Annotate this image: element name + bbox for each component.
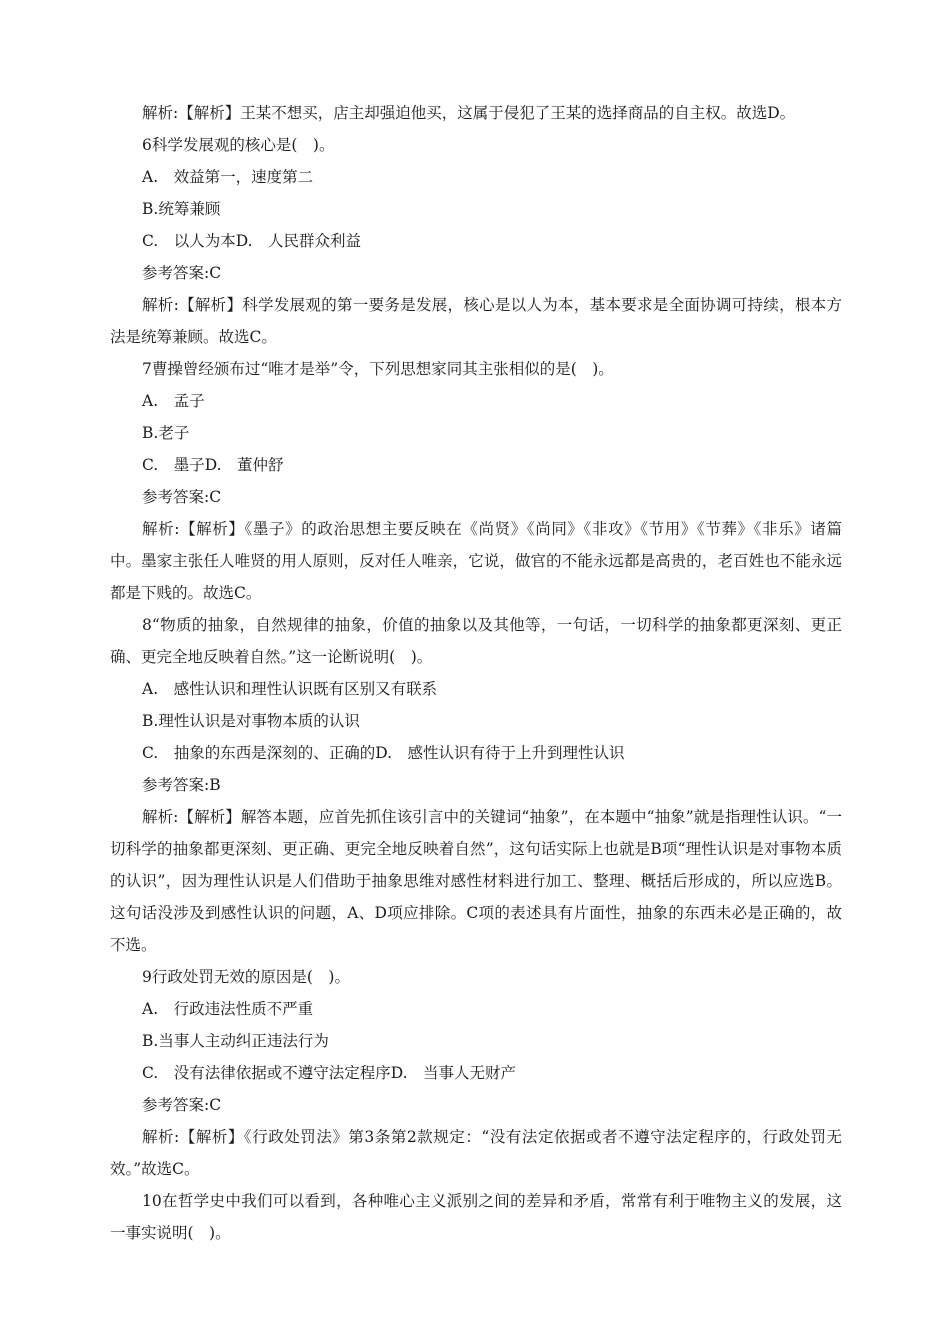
option-a: A. 孟子 (142, 392, 205, 410)
option-a: A. 效益第一，速度第二 (142, 168, 314, 186)
answer: 参考答案:C (142, 488, 222, 506)
answer: 参考答案:B (142, 776, 221, 794)
question-stem: 10在哲学史中我们可以看到，各种唯心主义派别之间的差异和矛盾，常常有利于唯物主义的发展，这一事实说明( )。 (110, 1192, 842, 1242)
option-c-d: C. 以人为本D. 人民群众利益 (142, 232, 362, 250)
answer: 参考答案:C (142, 1096, 222, 1114)
option-b: B.当事人主动纠正违法行为 (142, 1032, 329, 1050)
analysis: 解析:【解析】科学发展观的第一要务是发展，核心是以人为本，基本要求是全面协调可持续，根本方法是统筹兼顾。故选C。 (110, 296, 842, 346)
question-7 (110, 353, 842, 609)
question-stem: 6科学发展观的核心是( )。 (142, 136, 335, 154)
option-c-d: C. 没有法律依据或不遵守法定程序D. 当事人无财产 (142, 1064, 517, 1082)
option-c-d: C. 抽象的东西是深刻的、正确的D. 感性认识有待于上升到理性认识 (142, 744, 625, 762)
question-stem: 8“物质的抽象，自然规律的抽象，价值的抽象以及其他等，一句话，一切科学的抽象都更深刻、更正确、更完全地反映着自然。”这一论断说明( )。 (110, 616, 842, 666)
answer: 参考答案:C (142, 264, 222, 282)
question-stem: 7曹操曾经颁布过“唯才是举”令，下列思想家同其主张相似的是( )。 (142, 360, 614, 378)
analysis: 解析:【解析】《墨子》的政治思想主要反映在《尚贤》《尚同》《非攻》《节用》《节葬》《非乐》诸篇中。墨家主张任人唯贤的用人原则，反对任人唯亲，它说，做官的不能永远都是高贵的，老百姓也不能永远都是下贱的。故选C。 (110, 520, 842, 602)
option-b: B.老子 (142, 424, 190, 442)
analysis: 解析:【解析】《行政处罚法》第3条第2款规定：“没有法定依据或者不遵守法定程序的，行政处罚无效。”故选C。 (110, 1128, 842, 1178)
analysis-q5: 解析:【解析】王某不想买，店主却强迫他买，这属于侵犯了王某的选择商品的自主权。故选D。 (142, 104, 796, 122)
option-b: B.理性认识是对事物本质的认识 (142, 712, 360, 730)
question-8 (110, 609, 842, 961)
option-a: A. 感性认识和理性认识既有区别又有联系 (142, 680, 438, 698)
document-page (110, 97, 842, 1249)
option-a: A. 行政违法性质不严重 (142, 1000, 314, 1018)
option-b: B.统筹兼顾 (142, 200, 221, 218)
analysis: 解析:【解析】解答本题，应首先抓住该引言中的关键词“抽象”，在本题中“抽象”就是指理性认识。“一切科学的抽象都更深刻、更正确、更完全地反映着自然”，这句话实际上也就是B项“理性认识是对事物本质的认识”，因为理性认识是人们借助于抽象思维对感性材料进行加工、整理、概括后形成的，所以应选B。这句话没涉及到感性认识的问题，A、D项应排除。C项的表述具有片面性，抽象的东西未必是正确的，故不选。 (110, 808, 842, 954)
question-6 (110, 129, 842, 353)
question-stem: 9行政处罚无效的原因是( )。 (142, 968, 350, 986)
option-c-d: C. 墨子D. 董仲舒 (142, 456, 284, 474)
question-9 (110, 961, 842, 1185)
question-10 (110, 1185, 842, 1249)
